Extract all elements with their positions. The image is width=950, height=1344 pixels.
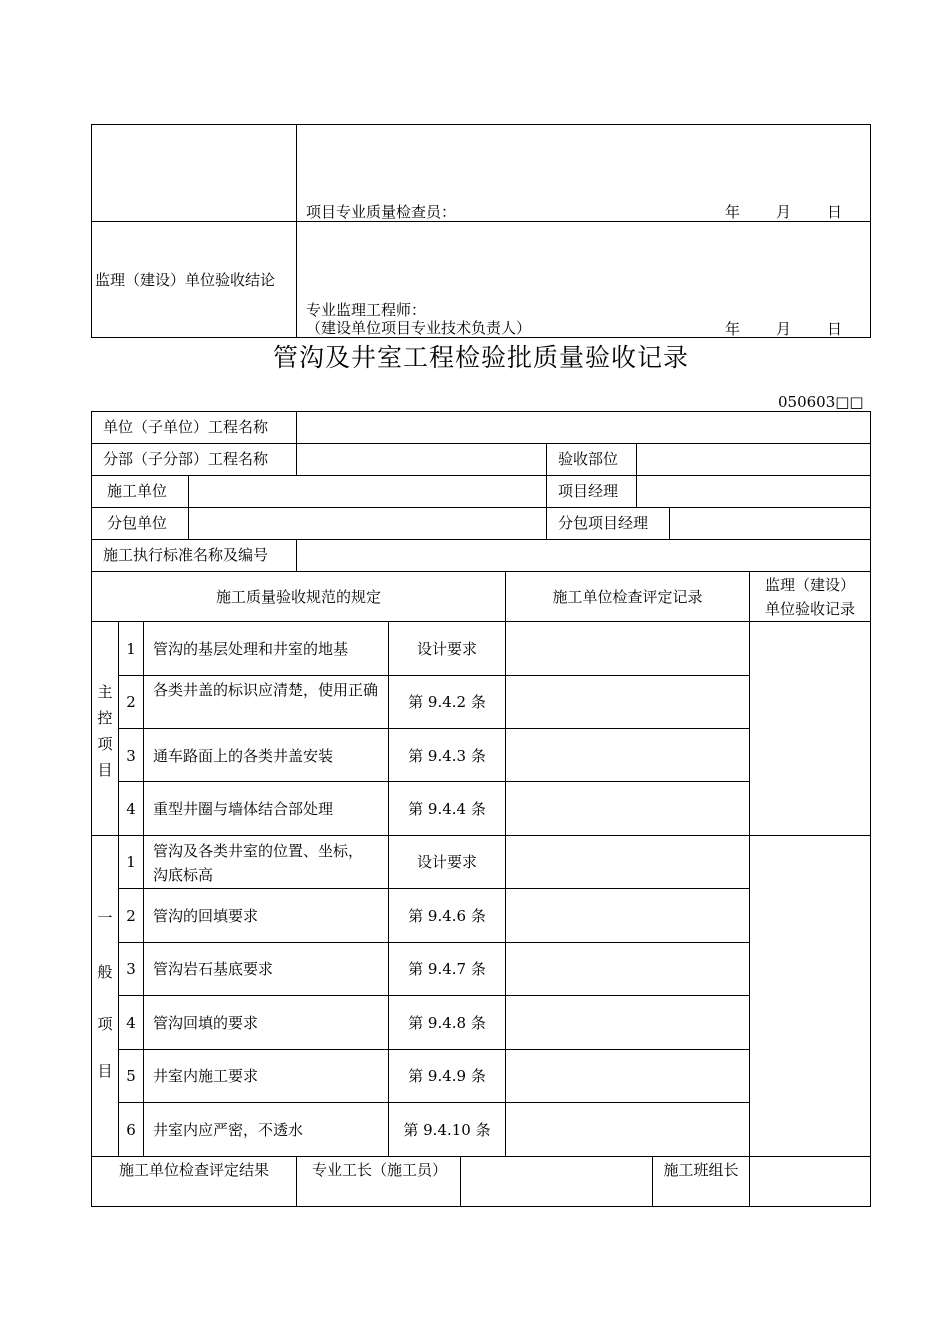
- sub-project-label: 分部（子分部）工程名称: [103, 450, 269, 468]
- date2-month-label: 月: [776, 320, 792, 338]
- general-item-text: 管沟回填的要求: [153, 1014, 259, 1032]
- general-item-text: 井室内应严密，不透水: [153, 1121, 304, 1139]
- main-item-text: 各类井盖的标识应清楚，使用正确: [153, 681, 379, 699]
- main-item-record-cell[interactable]: [506, 729, 749, 781]
- main-item-ref: 设计要求: [416, 640, 477, 658]
- group-char: 控: [97, 709, 113, 727]
- supervision-record-header-line1: 监理（建设）: [764, 576, 855, 594]
- general-item-record-cell[interactable]: [506, 836, 749, 888]
- main-item-ref: 第 9.4.2 条: [408, 693, 486, 711]
- general-item-no: 3: [126, 960, 136, 978]
- general-item-text: 井室内施工要求: [153, 1067, 259, 1085]
- date-month-label: 月: [776, 203, 792, 221]
- group-char: 一: [97, 909, 113, 927]
- group-char: 般: [97, 963, 113, 981]
- subcontract-manager-value[interactable]: [670, 508, 870, 539]
- group-char: 主: [97, 683, 113, 701]
- date-year-label: 年: [725, 203, 741, 221]
- team-leader-label: 施工班组长: [663, 1161, 739, 1179]
- date2-year-label: 年: [725, 320, 741, 338]
- general-item-no: 5: [126, 1067, 136, 1085]
- general-item-no: 4: [126, 1014, 136, 1032]
- general-item-ref: 第 9.4.6 条: [408, 907, 486, 925]
- engineer-label: 专业监理工程师：: [306, 301, 427, 319]
- contractor-record-column-header: 施工单位检查评定记录: [552, 588, 703, 606]
- unit-project-label: 单位（子单位）工程名称: [103, 418, 269, 436]
- acceptance-part-value[interactable]: [637, 444, 870, 475]
- foreman-value[interactable]: [461, 1157, 652, 1206]
- group-char: 项: [97, 735, 113, 753]
- general-item-text: 管沟及各类井室的位置、坐标，沟底标高: [153, 842, 364, 884]
- standard-value[interactable]: [297, 540, 870, 571]
- general-item-record-cell[interactable]: [506, 889, 749, 942]
- sub-project-value[interactable]: [297, 444, 546, 475]
- main-item-no: 2: [126, 693, 136, 711]
- group-char: 目: [97, 1062, 113, 1080]
- unit-project-value[interactable]: [297, 412, 870, 443]
- date2-day-label: 日: [827, 320, 843, 338]
- group-char: 项: [97, 1015, 113, 1033]
- general-item-ref: 第 9.4.9 条: [408, 1067, 486, 1085]
- subcontract-manager-label: 分包项目经理: [558, 514, 649, 532]
- page-title: 管沟及井室工程检验批质量验收记录: [272, 343, 689, 372]
- construction-unit-value[interactable]: [189, 476, 546, 507]
- acceptance-part-label: 验收部位: [558, 450, 619, 468]
- main-item-record-cell[interactable]: [506, 676, 749, 728]
- form-code: 050603□□: [778, 393, 864, 411]
- date-day-label: 日: [827, 203, 843, 221]
- general-item-text: 管沟岩石基底要求: [153, 960, 274, 978]
- group-char: 目: [97, 761, 113, 779]
- general-item-no: 1: [126, 853, 136, 871]
- supervision-record-header-line2: 单位验收记录: [764, 600, 855, 618]
- general-item-record-cell[interactable]: [506, 1050, 749, 1102]
- main-item-text: 管沟的基层处理和井室的地基: [153, 640, 349, 658]
- main-item-text: 重型井圈与墙体结合部处理: [153, 800, 334, 818]
- general-item-text: 管沟的回填要求: [153, 907, 259, 925]
- foreman-label: 专业工长（施工员）: [312, 1161, 448, 1179]
- main-item-record-cell[interactable]: [506, 622, 749, 675]
- owner-tech-label: （建设单位项目专业技术负责人）: [306, 319, 532, 337]
- main-item-record-cell[interactable]: [506, 782, 749, 835]
- general-item-ref: 设计要求: [416, 853, 477, 871]
- main-item-ref: 第 9.4.4 条: [408, 800, 486, 818]
- supervision-conclusion-label: 监理（建设）单位验收结论: [95, 271, 276, 289]
- general-item-record-cell[interactable]: [506, 943, 749, 995]
- construction-unit-label: 施工单位: [107, 482, 168, 500]
- main-supervision-record-cell[interactable]: [750, 622, 870, 835]
- general-supervision-record-cell[interactable]: [750, 836, 870, 1156]
- project-manager-label: 项目经理: [558, 482, 619, 500]
- spec-column-header: 施工质量验收规范的规定: [215, 588, 381, 606]
- inspector-label: 项目专业质量检查员：: [306, 203, 457, 221]
- general-item-record-cell[interactable]: [506, 1103, 749, 1156]
- general-item-ref: 第 9.4.10 条: [403, 1121, 491, 1139]
- main-item-ref: 第 9.4.3 条: [408, 747, 486, 765]
- main-item-no: 1: [126, 640, 136, 658]
- project-manager-value[interactable]: [637, 476, 870, 507]
- general-item-no: 2: [126, 907, 136, 925]
- subcontract-unit-label: 分包单位: [107, 514, 168, 532]
- standard-label: 施工执行标准名称及编号: [103, 546, 269, 564]
- main-item-no: 3: [126, 747, 136, 765]
- general-item-no: 6: [126, 1121, 136, 1139]
- general-item-ref: 第 9.4.7 条: [408, 960, 486, 978]
- team-leader-value[interactable]: [750, 1157, 870, 1206]
- result-label: 施工单位检查评定结果: [118, 1161, 269, 1179]
- general-item-ref: 第 9.4.8 条: [408, 1014, 486, 1032]
- main-item-no: 4: [126, 800, 136, 818]
- main-item-text: 通车路面上的各类井盖安装: [153, 747, 334, 765]
- subcontract-unit-value[interactable]: [189, 508, 546, 539]
- general-item-record-cell[interactable]: [506, 996, 749, 1049]
